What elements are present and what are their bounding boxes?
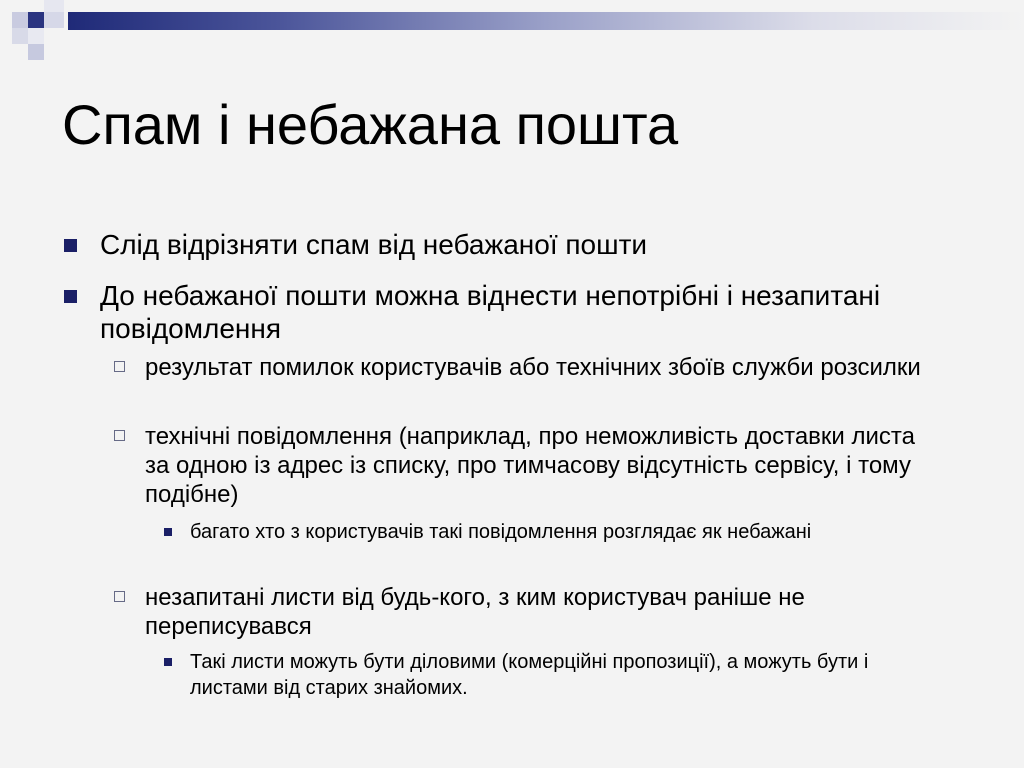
hollow-square-bullet-icon <box>114 430 125 441</box>
bullet-text: Слід відрізняти спам від небажаної пошти <box>100 229 648 260</box>
bullet-text: багато хто з користувачів такі повідомлення розглядає як небажані <box>190 521 812 543</box>
bullet-item <box>114 583 944 641</box>
decor-square <box>28 44 44 60</box>
small-square-bullet-icon <box>164 658 172 666</box>
decor-square <box>12 12 28 28</box>
bullet-item <box>164 649 924 701</box>
slide-title: Спам і небажана пошта <box>62 93 679 156</box>
square-bullet-icon <box>64 239 77 252</box>
bullet-item <box>64 228 944 261</box>
decor-square <box>28 12 44 28</box>
header-decoration <box>0 0 1024 64</box>
bullet-item <box>114 353 944 382</box>
decor-square <box>12 28 28 44</box>
small-square-bullet-icon <box>164 528 172 536</box>
bullet-item <box>64 279 944 345</box>
square-bullet-icon <box>64 290 77 303</box>
bullet-item <box>164 519 924 545</box>
decor-square <box>44 0 64 12</box>
bullet-item <box>114 422 944 509</box>
decor-square <box>28 28 44 44</box>
hollow-square-bullet-icon <box>114 591 125 602</box>
bullet-text: До небажаної пошти можна віднести непотрібні і незапитані повідомлення <box>100 280 881 344</box>
bullet-text: незапитані листи від будь-кого, з ким користувач раніше не переписувався <box>145 584 805 640</box>
bullet-text: результат помилок користувачів або технічних збоїв служби розсилки <box>145 354 921 381</box>
bullet-text: Такі листи можуть бути діловими (комерційні пропозиції), а можуть бути і листами від старих знайомих. <box>190 651 869 699</box>
decor-square <box>44 12 64 28</box>
bullet-text: технічні повідомлення (наприклад, про неможливість доставки листа за одною із адрес із списку, про тимчасову відсутність сервісу, і тому подібне) <box>145 423 915 508</box>
hollow-square-bullet-icon <box>114 361 125 372</box>
header-gradient-bar <box>68 12 1024 30</box>
